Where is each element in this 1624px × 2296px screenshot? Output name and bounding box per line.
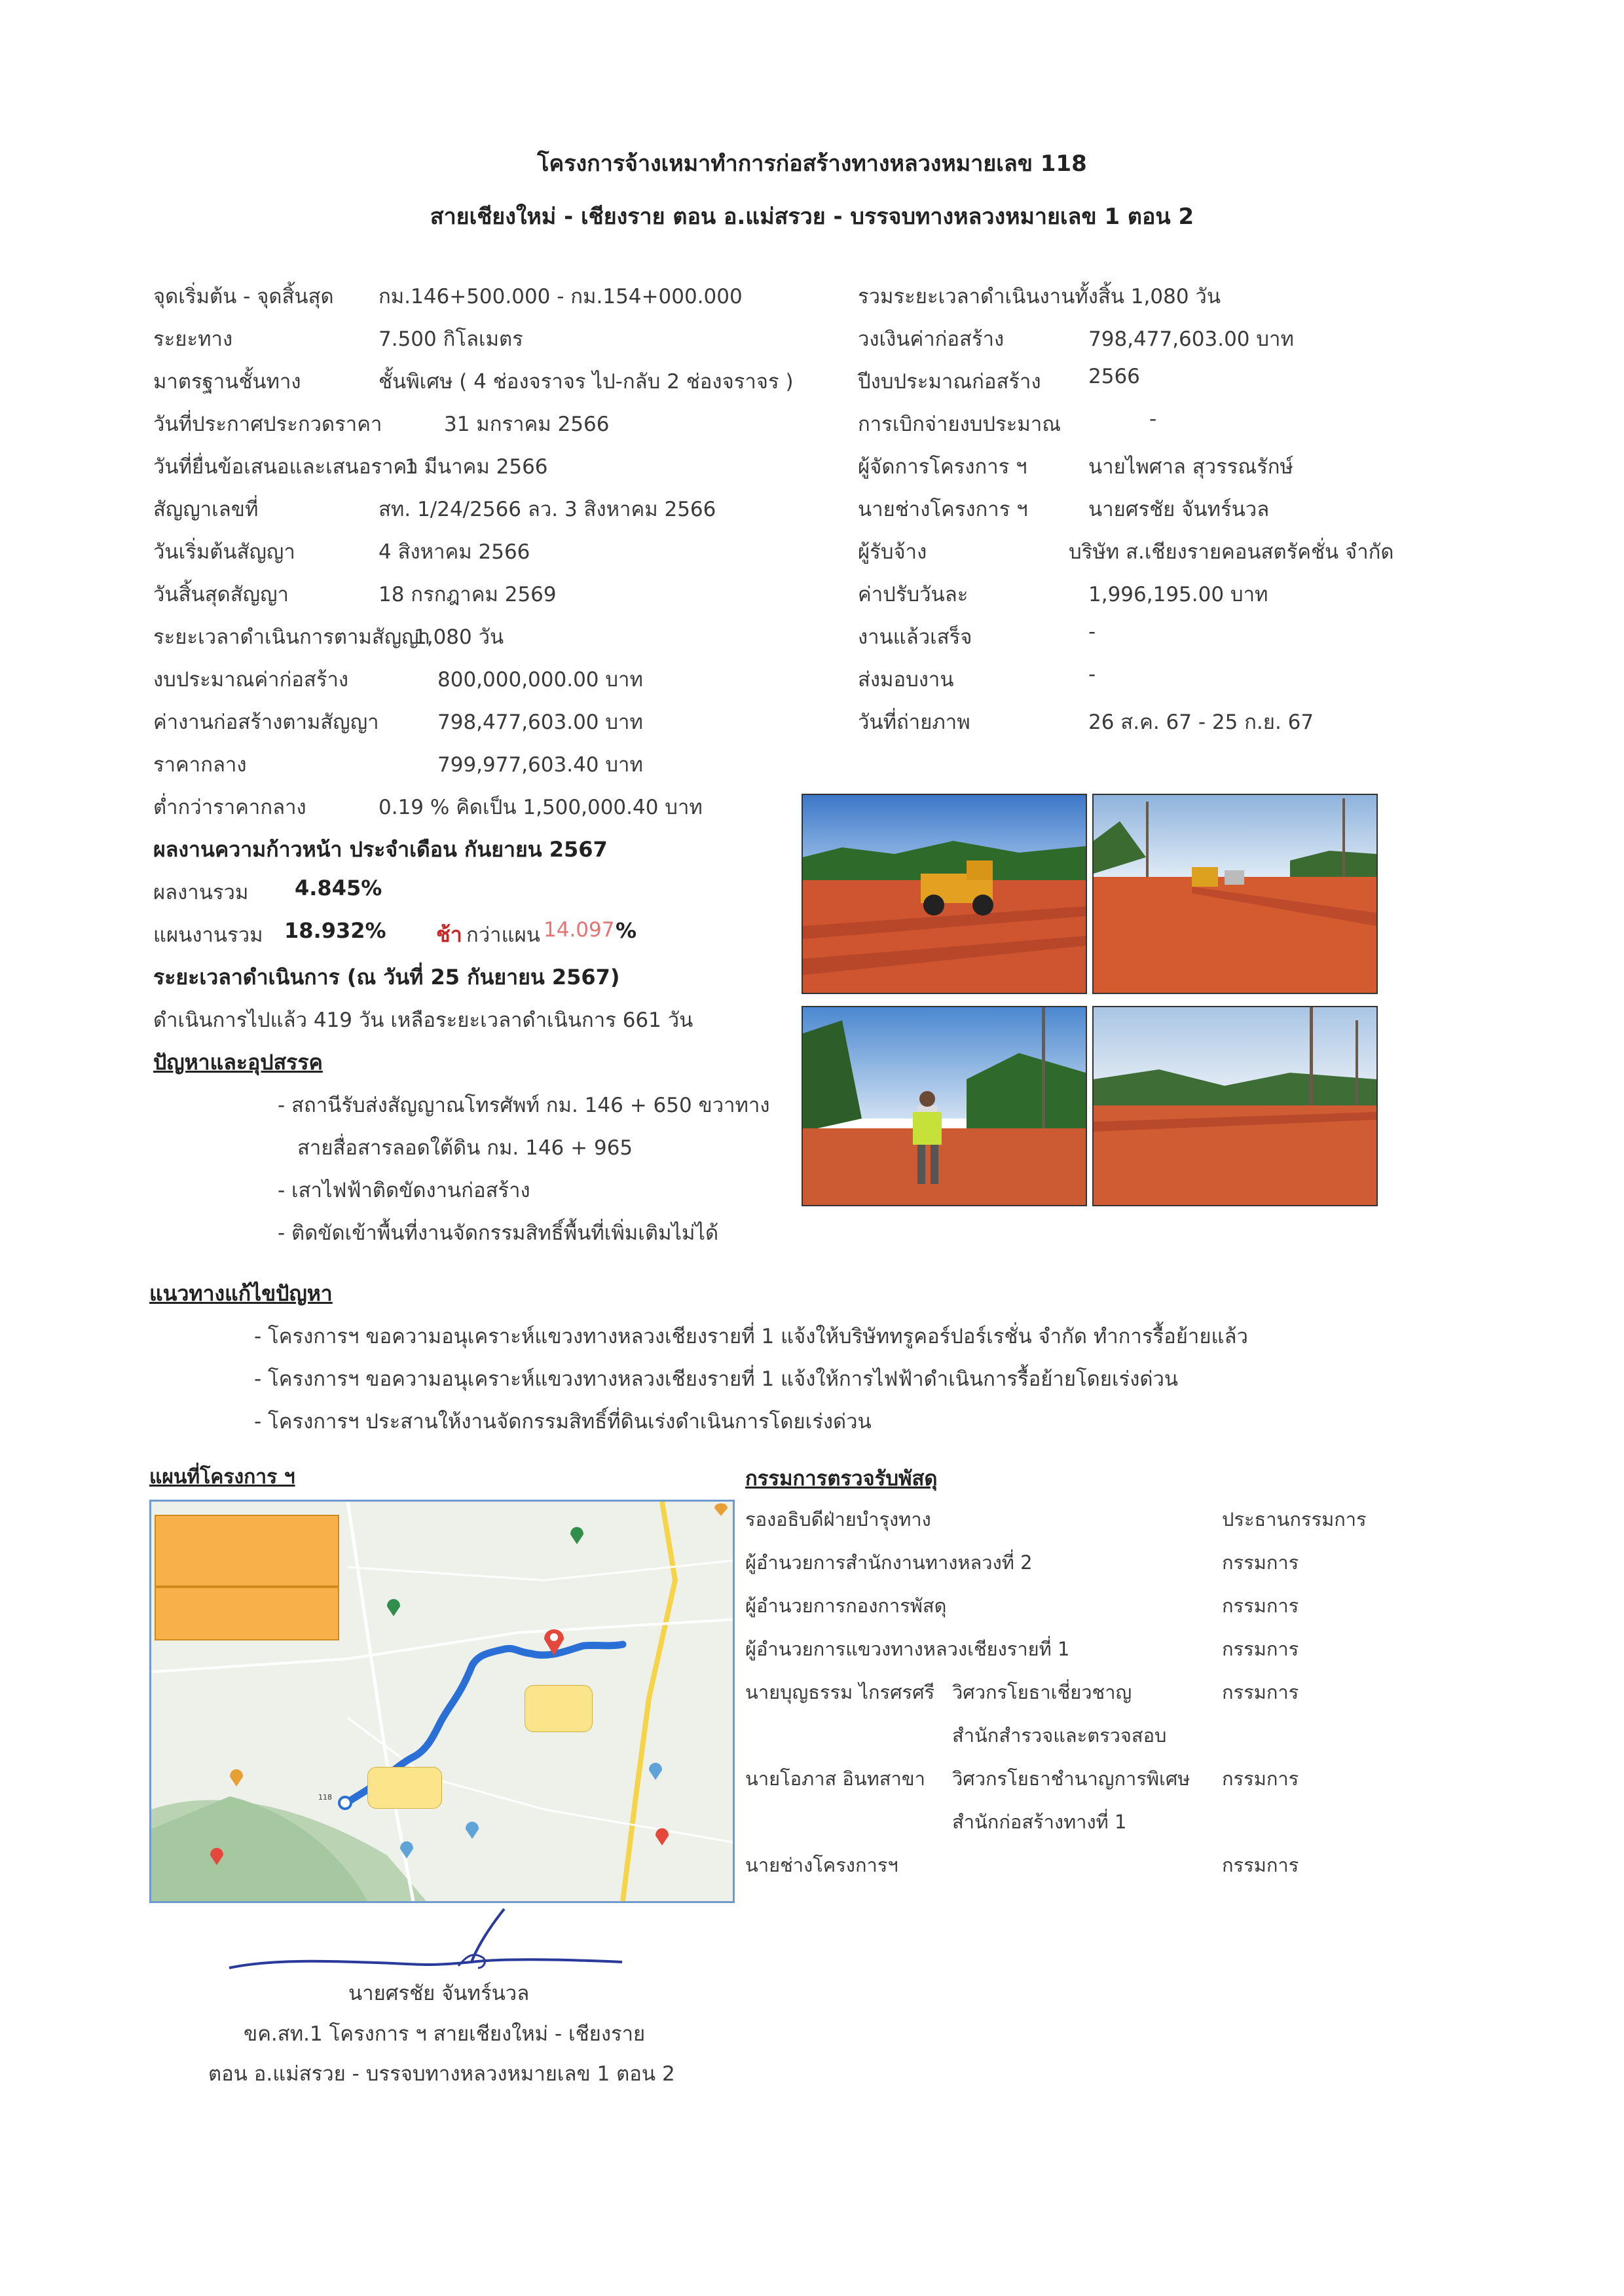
actual-progress-value: 4.845% (295, 876, 382, 900)
info-value: ชั้นพิเศษ ( 4 ช่องจราจร ไป-กลับ 2 ช่องจราจร ) (378, 370, 794, 394)
info-label: วันที่ถ่ายภาพ (858, 711, 970, 734)
problems-heading: ปัญหาและอุปสรรค (153, 1050, 323, 1075)
committee-role: ประธานกรรมการ (1222, 1508, 1367, 1530)
behind-unit: % (616, 918, 637, 943)
info-label: วันที่ประกาศประกวดราคา (153, 413, 382, 436)
info-value: 798,477,603.00 บาท (437, 711, 643, 734)
construction-photo-roadbed (1092, 1006, 1378, 1206)
committee-role: กรรมการ (1222, 1551, 1299, 1574)
actual-progress-label: ผลงานรวม (153, 881, 249, 904)
info-label: ระยะเวลาดำเนินการตามสัญญา (153, 625, 430, 649)
solution-item: - โครงการฯ ขอความอนุเคราะห์แขวงทางหลวงเชียงรายที่ 1 แจ้งให้บริษัททรูคอร์ปอร์เรชั่น จำกัด ทำการรื้อย้ายแล้ว (254, 1325, 1248, 1348)
info-label: การเบิกจ่ายงบประมาณ (858, 413, 1061, 436)
behind-word: ช้า (436, 922, 462, 947)
construction-photo-grader (802, 794, 1087, 994)
duration-heading: ระยะเวลาดำเนินการ (ณ วันที่ 25 กันยายน 2567) (153, 965, 620, 990)
plan-progress-label: แผนงานรวม (153, 923, 263, 947)
behind-value: 14.097 (544, 918, 615, 942)
committee-name: นายช่างโครงการฯ (745, 1854, 898, 1876)
committee-role: กรรมการ (1222, 1638, 1299, 1660)
progress-heading: ผลงานความก้าวหน้า ประจำเดือน กันยายน 2567 (153, 837, 608, 862)
committee-position: วิศวกรโยธาเชี่ยวชาญ (952, 1681, 1132, 1703)
info-label: งบประมาณค่าก่อสร้าง (153, 668, 349, 692)
info-label: ระยะทาง (153, 327, 233, 351)
map-start-point-bubble (367, 1767, 442, 1809)
info-label: จุดเริ่มต้น - จุดสิ้นสุด (153, 285, 334, 308)
info-value: - (1149, 407, 1157, 431)
map-heading: แผนที่โครงการ ฯ (149, 1466, 295, 1489)
info-value: กม.146+500.000 - กม.154+000.000 (378, 285, 743, 308)
info-label: นายช่างโครงการ ฯ (858, 498, 1028, 521)
solution-item: - โครงการฯ ประสานให้งานจัดกรรมสิทธิ์ที่ดินเร่งดำเนินการโดยเร่งด่วน (254, 1410, 872, 1434)
problem-item: สายสื่อสารลอดใต้ดิน กม. 146 + 965 (297, 1136, 633, 1160)
problem-item: - ติดขัดเข้าพื้นที่งานจัดกรรมสิทธิ์พื้นที่เพิ่มเติมไม่ได้ (278, 1221, 719, 1245)
info-label: รวมระยะเวลาดำเนินงานทั้งสิ้น 1,080 วัน (858, 285, 1221, 308)
map-legend-box (155, 1515, 339, 1587)
info-label: สัญญาเลขที่ (153, 498, 259, 521)
construction-photo-roller (1092, 794, 1378, 994)
info-value: 0.19 % คิดเป็น 1,500,000.40 บาท (378, 796, 703, 819)
info-value: นายไพศาล สุวรรณรักษ์ (1088, 455, 1293, 479)
committee-role: กรรมการ (1222, 1768, 1299, 1790)
project-map[interactable] (149, 1500, 735, 1903)
committee-name: ผู้อำนวยการแขวงทางหลวงเชียงรายที่ 1 (745, 1638, 1070, 1660)
info-value: 18 กรกฎาคม 2569 (378, 583, 557, 606)
info-value: สท. 1/24/2566 ลว. 3 สิงหาคม 2566 (378, 498, 716, 521)
plan-progress-value: 18.932% (284, 918, 386, 943)
duration-text: ดำเนินการไปแล้ว 419 วัน เหลือระยะเวลาดำเนินการ 661 วัน (153, 1009, 693, 1032)
committee-name: นายโอภาส อินทสาขา (745, 1768, 925, 1790)
info-label: ต่ำกว่าราคากลาง (153, 796, 306, 819)
info-value: 7.500 กิโลเมตร (378, 327, 523, 351)
info-value: - (1088, 620, 1096, 644)
info-label: งานแล้วเสร็จ (858, 625, 972, 649)
info-value: นายศรชัย จันทร์นวล (1088, 498, 1270, 521)
info-value: 1,996,195.00 บาท (1088, 583, 1268, 606)
problem-item: - สถานีรับส่งสัญญาณโทรศัพท์ กม. 146 + 650 ขวาทาง (278, 1094, 770, 1117)
info-value: 800,000,000.00 บาท (437, 668, 643, 692)
info-value: 4 สิงหาคม 2566 (378, 540, 530, 564)
committee-position: วิศวกรโยธาชำนาญการพิเศษ (952, 1768, 1190, 1790)
info-value: 1 มีนาคม 2566 (405, 455, 548, 479)
info-label: ค่างานก่อสร้างตามสัญญา (153, 711, 379, 734)
info-label: ค่าปรับวันละ (858, 583, 969, 606)
committee-position: สำนักก่อสร้างทางที่ 1 (952, 1811, 1127, 1833)
info-value: 2566 (1088, 365, 1140, 388)
committee-role: กรรมการ (1222, 1854, 1299, 1876)
signer-name: นายศรชัย จันทร์นวล (348, 1982, 530, 2005)
behind-label: กว่าแผน (466, 923, 540, 947)
info-value: 31 มกราคม 2566 (444, 413, 610, 436)
committee-role: กรรมการ (1222, 1595, 1299, 1617)
info-value: 1,080 วัน (414, 625, 504, 649)
solutions-heading: แนวทางแก้ไขปัญหา (149, 1281, 333, 1306)
map-route-number: 118 (318, 1793, 332, 1802)
info-label: วงเงินค่าก่อสร้าง (858, 327, 1005, 351)
info-label: ปีงบประมาณก่อสร้าง (858, 370, 1041, 394)
info-value: 799,977,603.40 บาท (437, 753, 643, 777)
info-label: วันเริ่มต้นสัญญา (153, 540, 295, 564)
info-label: ราคากลาง (153, 753, 247, 777)
committee-name: ผู้อำนวยการสำนักงานทางหลวงที่ 2 (745, 1551, 1033, 1574)
info-label: วันสิ้นสุดสัญญา (153, 583, 289, 606)
committee-heading: กรรมการตรวจรับพัสดุ (745, 1467, 938, 1491)
info-value: 26 ส.ค. 67 - 25 ก.ย. 67 (1088, 711, 1314, 734)
info-label: ผู้จัดการโครงการ ฯ (858, 455, 1027, 479)
info-value: 798,477,603.00 บาท (1088, 327, 1294, 351)
signer-title-line2: ตอน อ.แม่สรวย - บรรจบทางหลวงหมายเลข 1 ตอน 2 (208, 2062, 675, 2086)
info-label: ส่งมอบงาน (858, 668, 954, 692)
committee-name: รองอธิบดีฝ่ายบำรุงทาง (745, 1508, 931, 1530)
problem-item: - เสาไฟฟ้าติดขัดงานก่อสร้าง (278, 1179, 530, 1202)
solution-item: - โครงการฯ ขอความอนุเคราะห์แขวงทางหลวงเชียงรายที่ 1 แจ้งให้การไฟฟ้าดำเนินการรื้อย้ายโดยเร่งด่วน (254, 1367, 1179, 1391)
info-value: บริษัท ส.เชียงรายคอนสตรัคชั่น จำกัด (1069, 540, 1394, 564)
map-info-box (155, 1587, 339, 1640)
document-title: โครงการจ้างเหมาทำการก่อสร้างทางหลวงหมายเลข 118 (537, 151, 1087, 177)
committee-name: นายบุญธรรม ไกรศรศรี (745, 1681, 935, 1703)
signer-title-line1: ขค.สท.1 โครงการ ฯ สายเชียงใหม่ - เชียงราย (244, 2022, 646, 2046)
construction-photo-surveyor (802, 1006, 1087, 1206)
info-label: มาตรฐานชั้นทาง (153, 370, 301, 394)
info-label: ผู้รับจ้าง (858, 540, 927, 564)
committee-position: สำนักสำรวจและตรวจสอบ (952, 1724, 1167, 1747)
info-label: วันที่ยื่นข้อเสนอและเสนอราคา (153, 455, 418, 479)
handwritten-signature (223, 1906, 629, 1984)
document-subtitle: สายเชียงใหม่ - เชียงราย ตอน อ.แม่สรวย - บรรจบทางหลวงหมายเลข 1 ตอน 2 (430, 204, 1194, 230)
map-end-point-bubble (525, 1685, 593, 1732)
info-value: - (1088, 663, 1096, 686)
committee-role: กรรมการ (1222, 1681, 1299, 1703)
committee-name: ผู้อำนวยการกองการพัสดุ (745, 1595, 947, 1617)
